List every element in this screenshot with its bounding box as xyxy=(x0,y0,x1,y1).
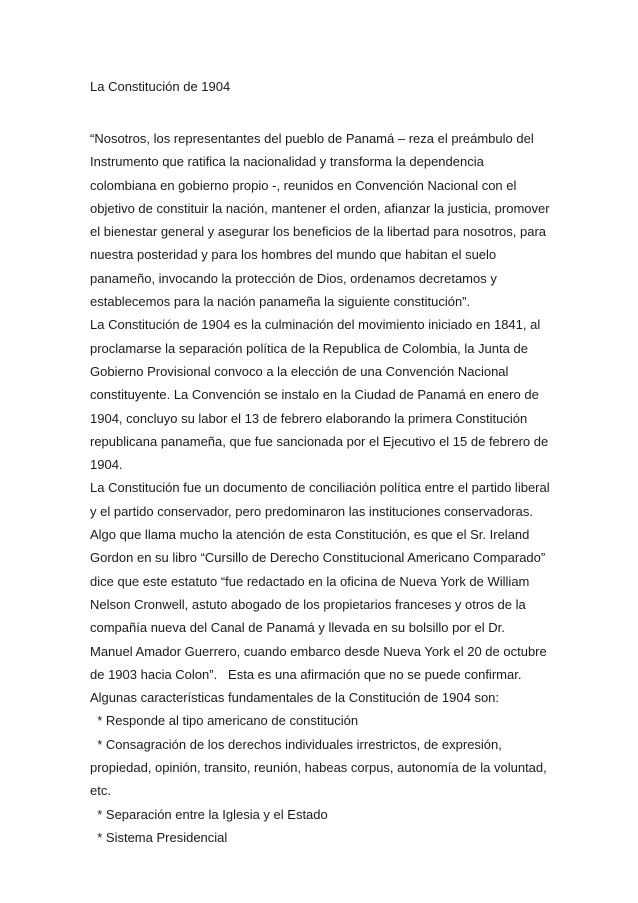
body-line: dice que este estatuto “fue redactado en la oficina de Nueva York de William xyxy=(90,573,530,589)
body-line: Algo que llama mucho la atención de esta Constitución, es que el Sr. Ireland xyxy=(90,527,530,543)
body-line: Algunas características fundamentales de la Constitución de 1904 son: xyxy=(90,690,500,706)
body-line: proclamarse la separación política de la Republica de Colombia, la Junta de xyxy=(90,340,528,356)
body-line: republicana panameña, que fue sancionada por el Ejecutivo el 15 de febrero de xyxy=(90,433,549,449)
document-title: La Constitución de 1904 xyxy=(90,79,231,94)
body-line: 1904. xyxy=(90,457,123,473)
body-line: “Nosotros, los representantes del pueblo de Panamá – reza el preámbulo del xyxy=(90,131,534,146)
body-line: Nelson Cronwell, astuto abogado de los propietarios franceses y otros de la xyxy=(90,596,526,612)
document-body xyxy=(90,127,560,849)
body-line: 1904, concluyo su labor el 13 de febrero elaborando la primera Constitución xyxy=(90,410,528,426)
body-line: Gordon en su libro “Cursillo de Derecho Constitucional Americano Comparado” xyxy=(90,550,546,566)
body-line: nuestra posteridad y para los hombres del mundo que habitan el suelo xyxy=(90,247,497,263)
body-line: y el partido conservador, pero predominaron las instituciones conservadoras. xyxy=(90,503,533,519)
body-line: de 1903 hacia Colon”. Esta es una afirmación que no se puede confirmar. xyxy=(90,666,522,682)
body-line: el bienestar general y asegurar los beneficios de la libertad para nosotros, para xyxy=(90,224,546,240)
body-line: etc. xyxy=(90,783,111,799)
body-line: propiedad, opinión, transito, reunión, habeas corpus, autonomía de la voluntad, xyxy=(90,760,547,776)
body-line: objetivo de constituir la nación, mantener el orden, afianzar la justicia, promover xyxy=(90,200,550,216)
body-line: * Responde al tipo americano de constitución xyxy=(90,713,359,729)
body-line: Instrumento que ratifica la nacionalidad y transforma la dependencia xyxy=(90,154,484,170)
body-line: Manuel Amador Guerrero, cuando embarco desde Nueva York el 20 de octubre xyxy=(90,643,547,659)
body-line: * Sistema Presidencial xyxy=(90,829,228,845)
body-line: compañía nueva del Canal de Panamá y llevada en su bolsillo por el Dr. xyxy=(90,620,505,636)
body-line: Gobierno Provisional convoco a la elección de una Convención Nacional xyxy=(90,363,509,379)
body-line: La Constitución fue un documento de conciliación política entre el partido liberal xyxy=(90,480,550,496)
body-line: establecemos para la nación panameña la siguiente constitución”. xyxy=(90,294,471,310)
body-line: colombiana en gobierno propio -, reunidos en Convención Nacional con el xyxy=(90,177,517,193)
body-line: * Separación entre la Iglesia y el Estado xyxy=(90,806,328,822)
body-line: * Consagración de los derechos individuales irrestrictos, de expresión, xyxy=(90,736,502,752)
body-line: constituyente. La Convención se instalo en la Ciudad de Panamá en enero de xyxy=(90,387,539,403)
body-line: La Constitución de 1904 es la culminación del movimiento iniciado en 1841, al xyxy=(90,317,541,333)
body-line: panameño, invocando la protección de Dios, ordenamos decretamos y xyxy=(90,270,497,286)
